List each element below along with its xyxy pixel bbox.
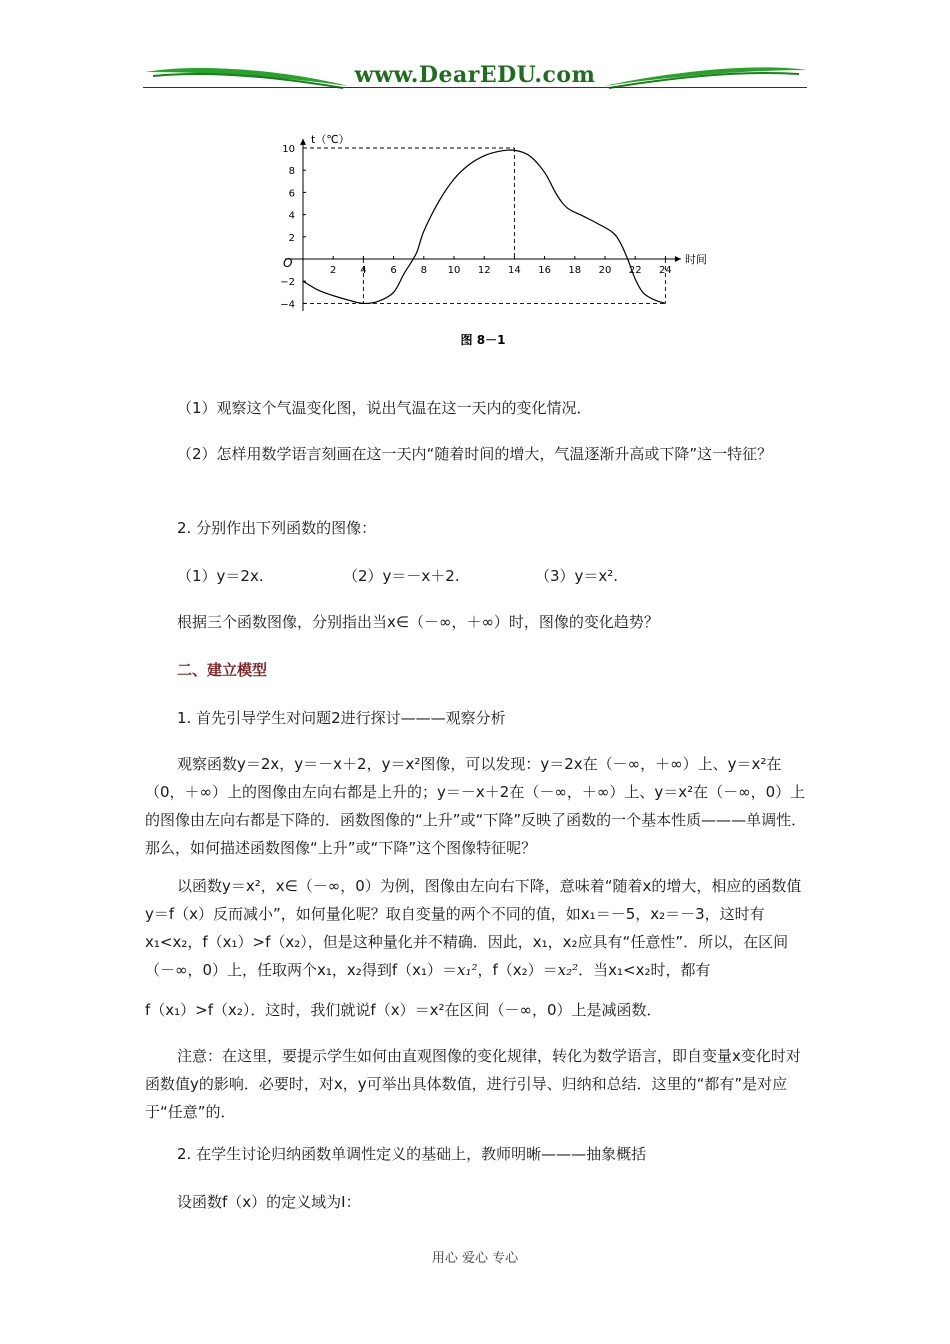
origin-label: O bbox=[283, 256, 293, 270]
x-tick-label: 10 bbox=[447, 265, 461, 276]
page-footer: 用心 爱心 专心 bbox=[431, 1251, 519, 1266]
y-tick-label: −4 bbox=[280, 299, 295, 311]
site-logo: www.DearEDU.com bbox=[354, 62, 596, 88]
x-tick-label: 8 bbox=[420, 265, 427, 276]
teaching-note: 注意：在这里，要提示学生如何由直观图像的变化规律，转化为数学语言，即自变量x变化时对函数值y的影响．必要时，对x，y可举出具体数值，进行引导、归纳和总结．这里的“都有”是对应于“任意”的． bbox=[145, 1047, 801, 1121]
step-2: 2. 在学生讨论归纳函数单调性定义的基础上，教师明晰———抽象概括 bbox=[177, 1145, 647, 1163]
temperature-chart bbox=[270, 118, 720, 358]
conclusion: f（x₁）>f（x₂）．这时，我们就说f（x）＝x²在区间（－∞，0）上是减函数． bbox=[145, 1001, 662, 1019]
y-tick-label: 8 bbox=[288, 166, 295, 178]
y-tick-label: 6 bbox=[288, 188, 295, 200]
function-2: （2）y＝－x＋2. bbox=[343, 567, 460, 585]
example-mid: ，f（x₂）＝ bbox=[477, 961, 558, 979]
reference-lines bbox=[303, 148, 665, 303]
y-tick-label: 2 bbox=[288, 232, 295, 244]
temperature-curve bbox=[303, 150, 665, 303]
example-paragraph bbox=[145, 872, 810, 984]
x-tick-label: 24 bbox=[659, 265, 672, 276]
y-tick-label: −2 bbox=[280, 277, 295, 289]
math-x1-squared: x₁² bbox=[457, 961, 478, 979]
function-3: （3）y＝x². bbox=[535, 567, 619, 585]
x-tick-label: 18 bbox=[568, 265, 582, 276]
observation-paragraph: 观察函数y＝2x，y＝－x＋2，y＝x²图像，可以发现：y＝2x在（－∞，＋∞）上、y＝x²在（0，＋∞）上的图像由左向右都是上升的；y＝－x＋2在（－∞，＋∞）上、y＝x²在（－∞，0）上的图像由左向右都是下降的．函数图像的“上升”或“下降”反映了函数的一个基本性质———单调性．那么，如何描述函数图像“上升”或“下降”这个图像特征呢？ bbox=[145, 755, 807, 857]
x-tick-label: 6 bbox=[390, 265, 397, 276]
section-heading: 二、建立模型 bbox=[177, 661, 268, 679]
page-header bbox=[143, 60, 807, 92]
example-text: 以函数y＝x²，x∈（－∞，0）为例，图像由左向右下降，意味着“随着x的增大，相应的函数值y＝f（x）反而减小”，如何量化呢？取自变量的两个不同的值，如x₁＝－5，x₂＝－3，这时有x₁<x₂，f（x₁）>f（x₂），但是这种量化并不精确．因此，x₁，x₂应具有“任意性”．所以，在区间（－∞，0）上，任取两个x₁，x₂得到f（x₁）＝ bbox=[145, 877, 802, 979]
x-tick-label: 12 bbox=[477, 265, 491, 276]
x-tick-label: 16 bbox=[538, 265, 551, 276]
figure-caption: 图 8－1 bbox=[460, 333, 506, 347]
item-2: 2. 分别作出下列函数的图像： bbox=[177, 519, 377, 537]
x-tick-label: 20 bbox=[598, 265, 612, 276]
trend-question: 根据三个函数图像，分别指出当x∈（－∞，＋∞）时，图像的变化趋势？ bbox=[177, 613, 659, 631]
step-1: 1. 首先引导学生对问题2进行探讨———观察分析 bbox=[177, 709, 506, 727]
header-rule bbox=[143, 87, 807, 88]
question-1: （1）观察这个气温变化图，说出气温在这一天内的变化情况． bbox=[177, 399, 592, 417]
y-tick-label: 10 bbox=[282, 144, 295, 155]
x-axis-arrow bbox=[675, 256, 681, 262]
x-tick-label: 14 bbox=[508, 265, 521, 276]
x-axis-label: 时间 bbox=[684, 253, 707, 266]
tick-marks bbox=[280, 144, 672, 310]
x-tick-label: 2 bbox=[330, 265, 337, 276]
question-2: （2）怎样用数学语言刻画在这一天内“随着时间的增大，气温逐渐升高或下降”这一特征？ bbox=[177, 445, 773, 463]
domain-definition: 设函数f（x）的定义域为I： bbox=[177, 1193, 361, 1211]
y-axis-label: t（℃） bbox=[311, 132, 350, 146]
example-tail: ．当x₁<x₂时，都有 bbox=[578, 961, 711, 979]
x-tick-label: 22 bbox=[628, 265, 642, 276]
function-1: （1）y＝2x. bbox=[177, 567, 264, 585]
y-tick-label: 4 bbox=[288, 210, 295, 222]
y-axis-arrow bbox=[300, 139, 306, 145]
math-x2-squared: x₂² bbox=[557, 961, 579, 979]
x-tick-label: 4 bbox=[360, 265, 367, 276]
